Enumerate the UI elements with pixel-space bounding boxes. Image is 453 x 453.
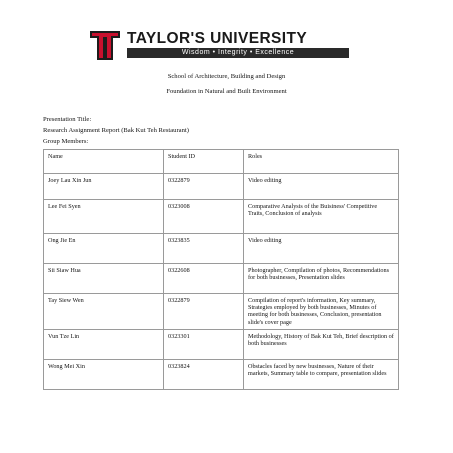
group-members-table	[43, 149, 399, 390]
header-name: Name	[44, 150, 164, 174]
member-name: Lee Fei Syen	[44, 200, 164, 234]
member-roles: Comparative Analysis of the Buisiness' Competitive Traits, Conclusion of analysis	[244, 200, 399, 234]
university-tagline: Wisdom • Integrity • Excellence	[127, 48, 349, 58]
member-name: Vun Tze Lin	[44, 330, 164, 360]
member-name: Tay Siew Wen	[44, 294, 164, 330]
table-row	[44, 264, 399, 294]
member-name: Ong Jie En	[44, 234, 164, 264]
table-row	[44, 294, 399, 330]
member-name: Sii Siaw Hua	[44, 264, 164, 294]
university-logo	[89, 29, 319, 61]
school-name: School of Architecture, Building and Design	[167, 73, 286, 80]
member-roles: Compilation of report's information, Key summary, Strategies employed by both businesses, Minutes of meeting for both businesses, Conclusion, presentation slide's cover page	[244, 294, 399, 330]
member-name: Joey Lau Xin Jun	[44, 174, 164, 200]
table-row	[44, 234, 399, 264]
group-members-label: Group Members:	[43, 138, 89, 145]
member-roles: Photographer, Compilation of photos, Recommendations for both businesses, Presentation slides	[244, 264, 399, 294]
member-name: Wong Mei Xin	[44, 360, 164, 390]
member-roles: Video editing	[244, 174, 399, 200]
member-roles: Methodology, History of Bak Kut Teh, Brief description of both businesses	[244, 330, 399, 360]
presentation-title: Research Assignment Report (Bak Kut Teh Restaurant)	[43, 127, 189, 134]
table-row	[44, 200, 399, 234]
table-row	[44, 330, 399, 360]
member-id: 0322879	[164, 294, 244, 330]
program-name: Foundation in Natural and Built Environment	[166, 88, 287, 95]
member-id: 0323008	[164, 200, 244, 234]
member-roles: Video editing	[244, 234, 399, 264]
table-row	[44, 360, 399, 390]
member-id: 0323824	[164, 360, 244, 390]
table-header-row	[44, 150, 399, 174]
university-name: TAYLOR'S UNIVERSITY	[127, 30, 308, 47]
member-id: 0323835	[164, 234, 244, 264]
member-id: 0323301	[164, 330, 244, 360]
member-roles: Obstacles faced by new businesses, Nature of their markets, Summary table to compare, presentation slides	[244, 360, 399, 390]
table-row	[44, 174, 399, 200]
presentation-title-label: Presentation Title:	[43, 116, 92, 123]
header-roles: Roles	[244, 150, 399, 174]
header-student-id: Student ID	[164, 150, 244, 174]
member-id: 0322608	[164, 264, 244, 294]
university-crest-icon	[89, 29, 121, 61]
member-id: 0322879	[164, 174, 244, 200]
